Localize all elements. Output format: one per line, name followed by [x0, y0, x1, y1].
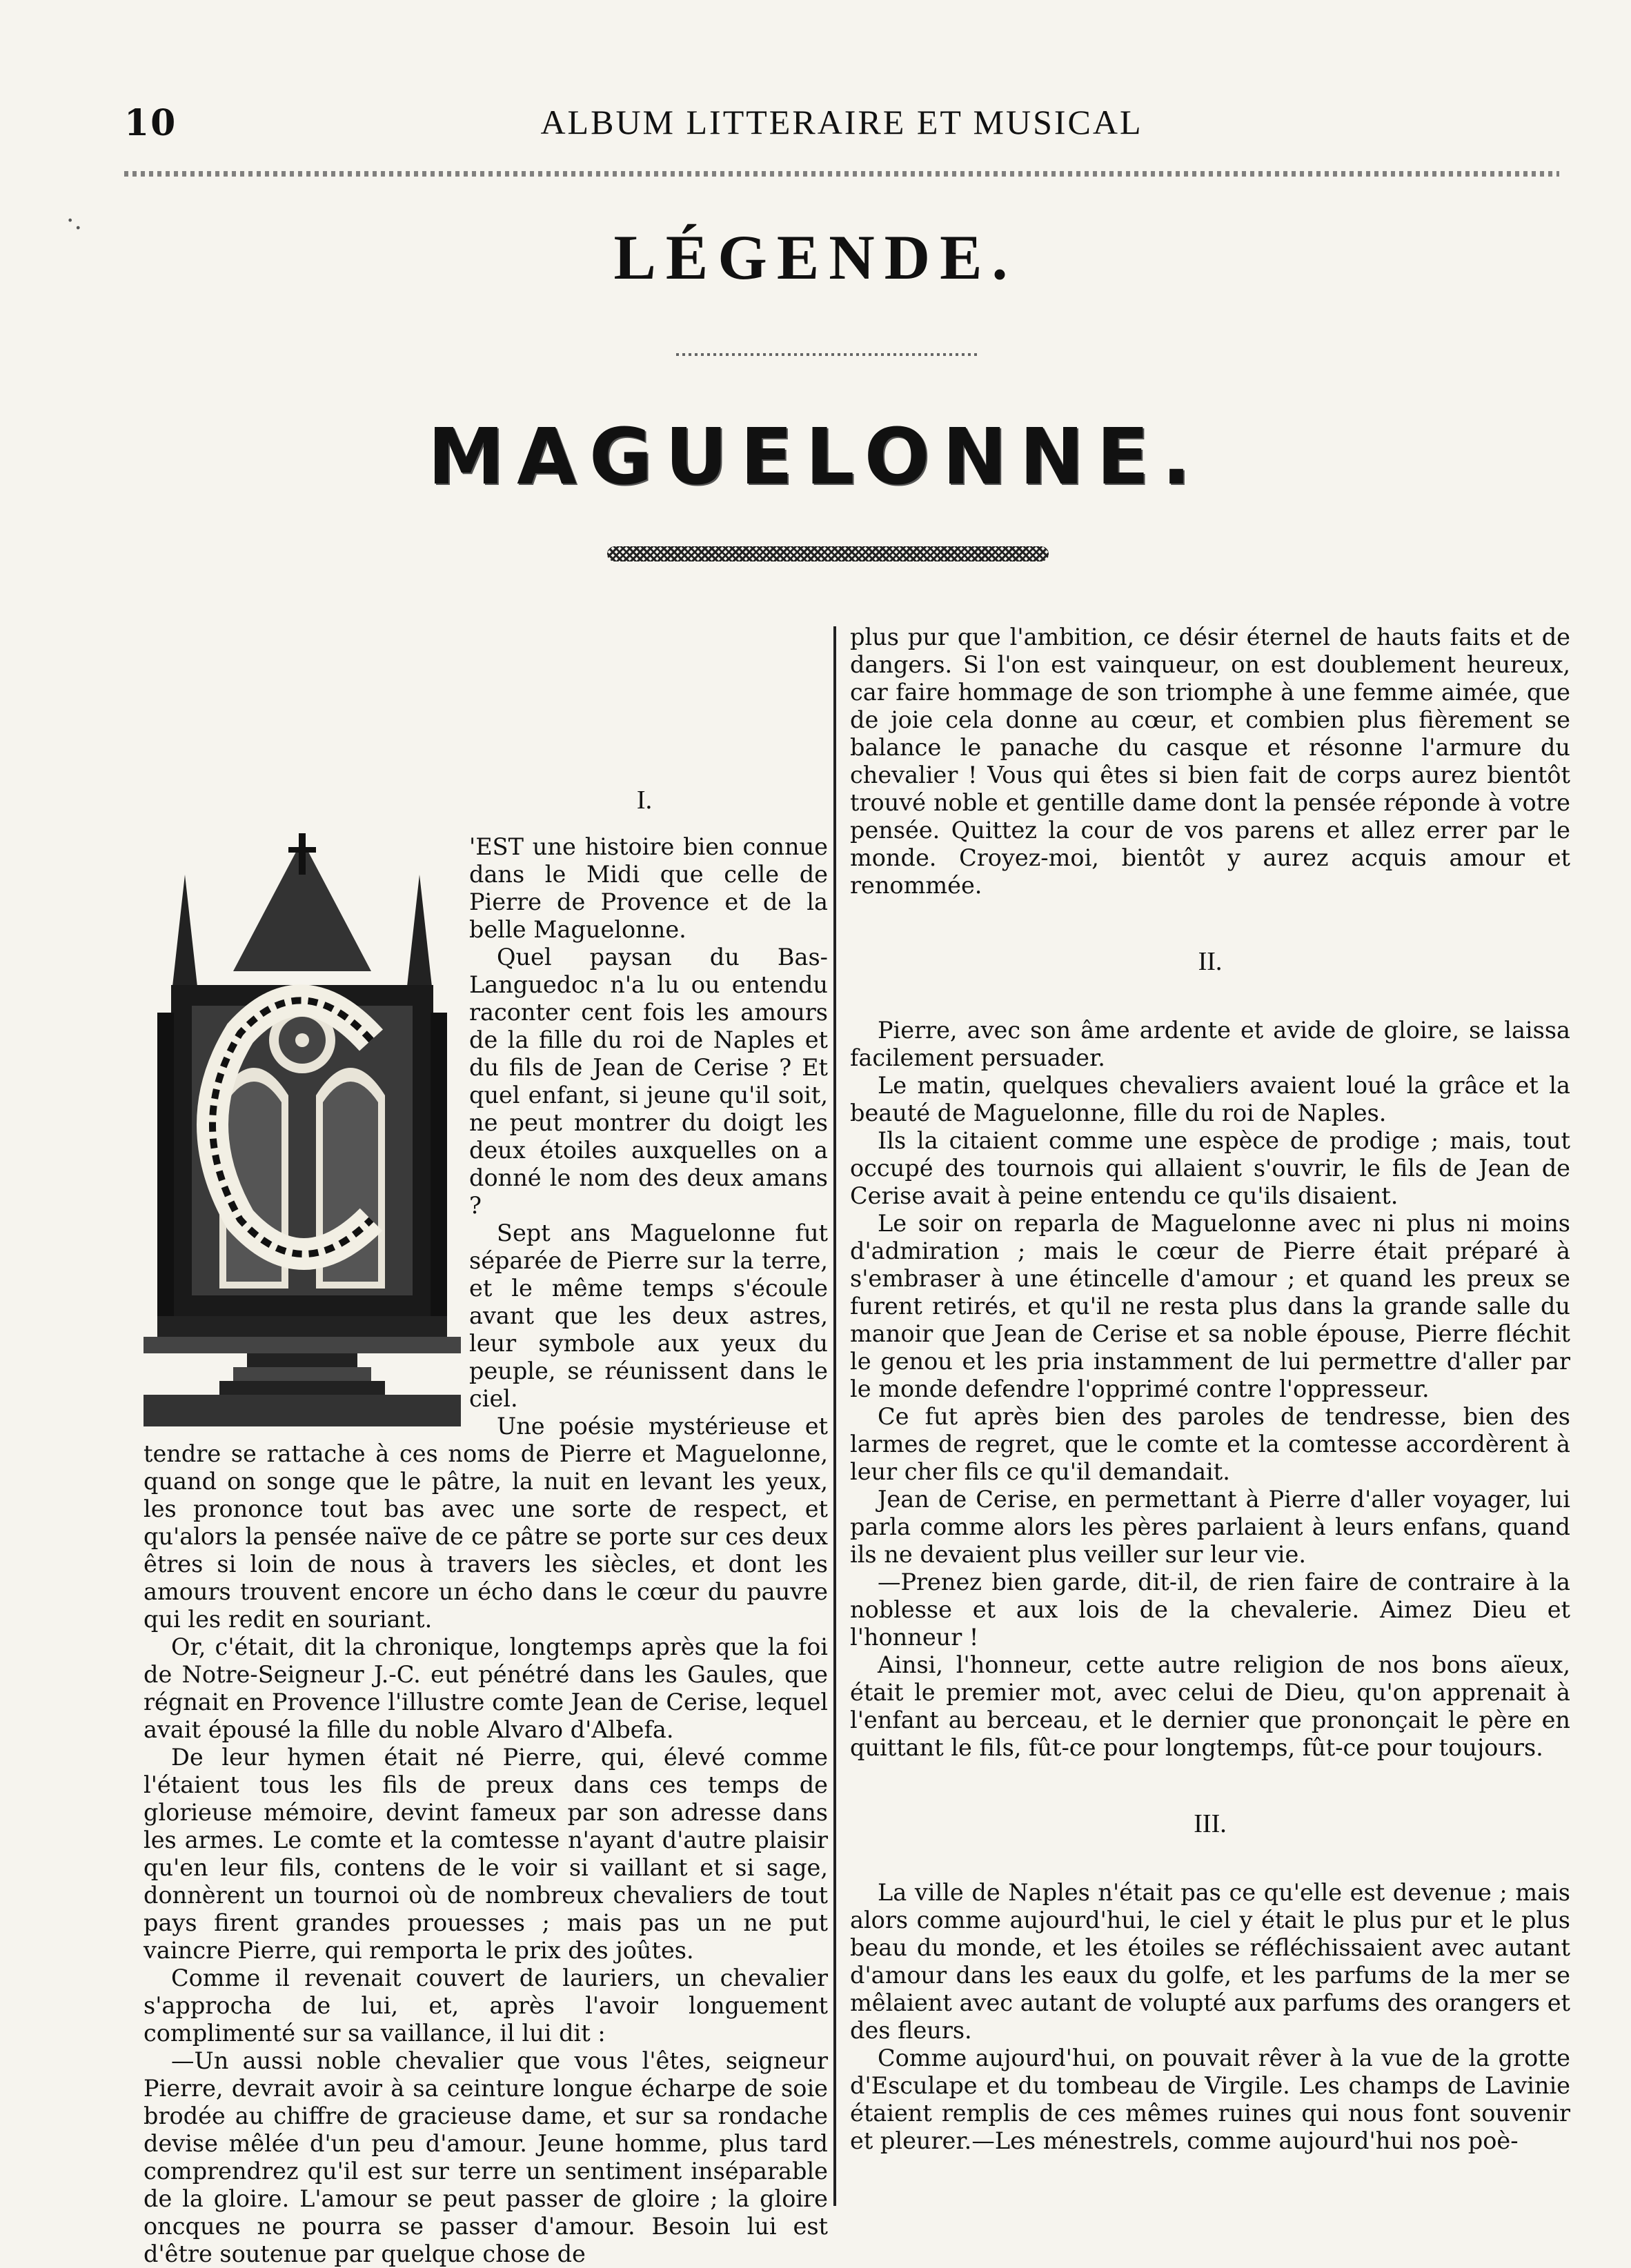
- right-column: [850, 624, 1570, 2155]
- running-title: ALBUM LITTERAIRE ET MUSICAL: [540, 103, 1143, 141]
- paragraph: Ainsi, l'honneur, cette autre religion de nos bons aïeux, était le premier mot, avec celui de Dieu, qu'on apprenait à l'enfant au berceau, et le dernier que prononçait le père en quittant le fils, fût-ce pour longtemps, fût-ce pour toujours.: [850, 1651, 1570, 1761]
- paragraph: Ce fut après bien des paroles de tendresse, bien des larmes de regret, que le comte et la comtesse accordèrent à leur cher fils ce qu'il demandait.: [850, 1403, 1570, 1485]
- paragraph: La ville de Naples n'était pas ce qu'elle est devenue ; mais alors comme aujourd'hui, le ciel y était le plus pur et le plus beau du monde, et les étoiles se réfléchissaient avec autant d'amour dans les eaux du golfe, et les parfums de la mer se mêlaient avec autant de volupté aux parfums des orangers et des fleurs.: [850, 1879, 1570, 2044]
- paragraph: Sept ans Maguelonne fut séparée de Pierre sur la terre, et le même temps s'écoule avant que les deux astres, leur symbole aux yeux du peuple, se réunissent dans le ciel.: [469, 1220, 828, 1412]
- section-numeral-one: I.: [636, 786, 653, 815]
- paragraph: 'EST une histoire bien connue dans le Midi que celle de Pierre de Provence et de la belle Maguelonne.: [469, 833, 828, 943]
- stray-mark: ·.: [66, 207, 82, 235]
- paragraph: Or, c'était, dit la chronique, longtemps après que la foi de Notre-Seigneur J.-C. eut pénétré dans les Gaules, que régnait en Provence l'illustre comte Jean de Cerise, lequel avait épousé la fille du noble Alvaro d'Albefa.: [144, 1633, 828, 1743]
- paragraph: Jean de Cerise, en permettant à Pierre d'aller voyager, lui parla comme alors les pères parlaient à leurs enfans, quand ils ne devaient plus veiller sur leur vie.: [850, 1486, 1570, 1568]
- title-legende: LÉGENDE.: [613, 222, 1018, 292]
- paragraph: De leur hymen était né Pierre, qui, élevé comme l'étaient tous les fils de preux dans ces temps de glorieuse mémoire, devint fameux par son adresse dans les armes. Le comte et la comtesse n'ayant d'autre plaisir qu'en leur fils, contens de le voir si vaillant et si sage, donnèrent un tournoi où de nombreux chevaliers de tout pays firent grandes prouesses ; mais pas un ne put vaincre Pierre, qui remporta le prix des joûtes.: [144, 1744, 828, 1964]
- column-rule: [833, 626, 836, 2206]
- paragraph: Le soir on reparla de Maguelonne avec ni plus ni moins d'admiration ; mais le cœur de Pierre était préparé à s'embraser à une étincelle d'amour ; et quand les preux se furent retirés, et qu'il ne resta plus dans la grande salle du manoir que Jean de Cerise et sa noble épouse, Pierre fléchit le genou et les pria instamment de lui permettre d'aller par le monde defendre l'opprimé contre l'oppresseur.: [850, 1210, 1570, 1402]
- paragraph: Comme il revenait couvert de lauriers, un chevalier s'approcha de lui, et, après l'avoir longuement complimenté sur sa vaillance, il lui dit :: [144, 1964, 828, 2047]
- paragraph: Une poésie mystérieuse et tendre se rattache à ces noms de Pierre et Maguelonne, quand on songe que le pâtre, la nuit en levant les yeux, les prononce tout bas avec une sorte de respect, et qu'alors la pensée naïve de ce pâtre se porte sur ces deux êtres si loin de nous à travers les siècles, et dont les amours trouvent encore un écho dans le cœur du pauvre qui les redit en souriant.: [144, 1413, 828, 1633]
- section-numeral-three: III.: [1194, 1809, 1227, 1838]
- ornament-divider: [607, 546, 1049, 561]
- paragraph: —Prenez bien garde, dit-il, de rien faire de contraire à la noblesse et aux lois de la chevalerie. Aimez Dieu et l'honneur !: [850, 1569, 1570, 1651]
- title-rule: [676, 353, 980, 356]
- page-number: 10: [124, 102, 177, 144]
- paragraph: Quel paysan du Bas-Languedoc n'a lu ou entendu raconter cent fois les amours de la fille du roi de Naples et du fils de Jean de Cerise ? Et quel enfant, si jeune qu'il soit, ne peut montrer du doigt les deux étoiles auxquelles on a donné le nom des deux amans ?: [469, 944, 828, 1219]
- gothic-shrine-initial-c-icon: [144, 833, 461, 1426]
- paragraph: —Un aussi noble chevalier que vous l'êtes, seigneur Pierre, devrait avoir à sa ceinture longue écharpe de soie brodée au chiffre de gracieuse dame, et sur sa rondache devise mêlée d'un peu d'amour. Jeune homme, plus tard comprendrez qu'il est sur terre un sentiment inséparable de la gloire. L'amour se peut passer de gloire ; la gloire oncques ne pourra se passer d'amour. Besoin lui est d'être soutenue par quelque chose de: [144, 2047, 828, 2267]
- section-numeral-two: II.: [1198, 947, 1223, 976]
- left-column: [144, 786, 828, 2268]
- header-rule: [124, 171, 1559, 177]
- paragraph: Pierre, avec son âme ardente et avide de gloire, se laissa facilement persuader.: [850, 1017, 1570, 1071]
- paragraph-continued: plus pur que l'ambition, ce désir éternel de hauts faits et de dangers. Si l'on est vainqueur, on est doublement heureux, car faire hommage de son triomphe à une femme aimée, que de joie cela donne au cœur, et combien plus fièrement se balance le panache du casque et résonne l'armure du chevalier ! Vous qui êtes si bien fait de corps aurez bientôt trouvé noble et gentille dame dont la pensée réponde à votre pensée. Quittez la cour de vos parens et allez errer par le monde. Croyez-moi, bientôt y aurez acquis amour et renommée.: [850, 624, 1570, 899]
- page-header: [124, 102, 1559, 157]
- title-maguelonne: MAGUELONNE.: [427, 412, 1204, 502]
- paragraph: Ils la citaient comme une espèce de prodige ; mais, tout occupé des tournois qui allaient s'ouvrir, le fils de Jean de Cerise avait à peine entendu ce qu'ils disaient.: [850, 1127, 1570, 1209]
- paragraph: Comme aujourd'hui, on pouvait rêver à la vue de la grotte d'Esculape et du tombeau de Virgile. Les champs de Lavinie étaient remplis de ces mêmes ruines qui nous font souvenir et pleurer.—Les ménestrels, comme aujourd'hui nos poè-: [850, 2045, 1570, 2154]
- paragraph: Le matin, quelques chevaliers avaient loué la grâce et la beauté de Maguelonne, fille du roi de Naples.: [850, 1072, 1570, 1126]
